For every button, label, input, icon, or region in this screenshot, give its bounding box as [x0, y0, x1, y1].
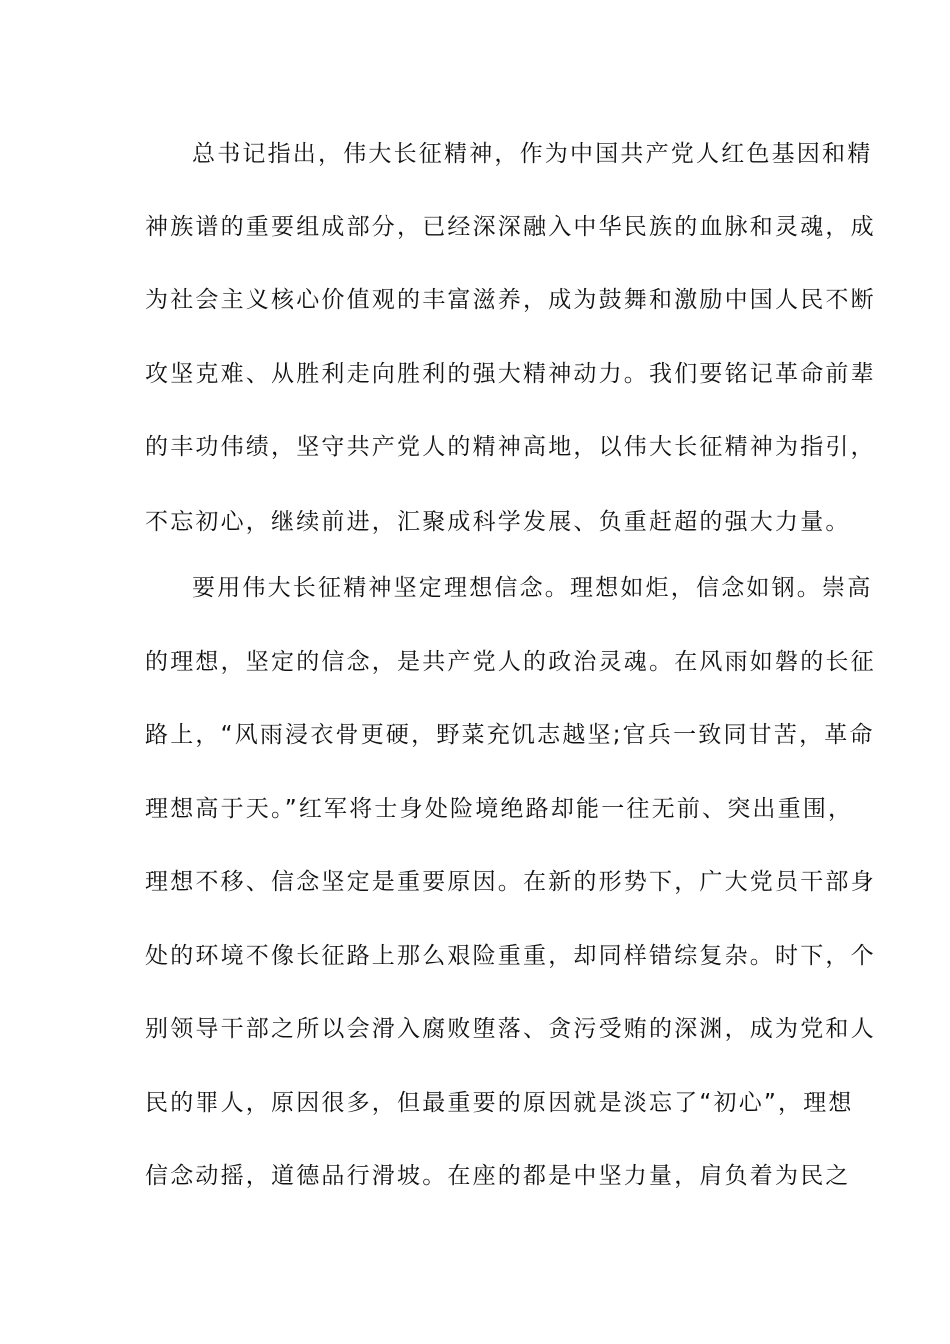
- paragraph-2-line-2: 的理想，坚定的信念，是共产党人的政治灵魂。在风雨如磐的长征: [145, 649, 876, 675]
- paragraph-1-line-4: 攻坚克难、从胜利走向胜利的强大精神动力。我们要铭记革命前辈: [145, 361, 876, 387]
- paragraph-2-line-5: 理想不移、信念坚定是重要原因。在新的形势下，广大党员干部身: [145, 869, 876, 895]
- paragraph-2-line-4: 理想高于天。”红军将士身处险境绝路却能一往无前、突出重围，: [145, 796, 854, 822]
- paragraph-2-line-1: 要用伟大长征精神坚定理想信念。理想如炬，信念如钢。崇高: [192, 575, 873, 601]
- paragraph-2-line-6: 处的环境不像长征路上那么艰险重重，却同样错综复杂。时下，个: [145, 943, 876, 969]
- paragraph-2-line-3: 路上，“风雨浸衣骨更硬，野菜充饥志越坚;官兵一致同甘苦，革命: [145, 722, 875, 748]
- paragraph-1-line-5: 的丰功伟绩，坚守共产党人的精神高地，以伟大长征精神为指引，: [145, 434, 876, 460]
- paragraph-2-line-7: 别领导干部之所以会滑入腐败堕落、贪污受贿的深渊，成为党和人: [145, 1016, 876, 1042]
- paragraph-1-line-2: 神族谱的重要组成部分，已经深深融入中华民族的血脉和灵魂，成: [145, 214, 876, 240]
- paragraph-2-line-8: 民的罪人，原因很多，但最重要的原因就是淡忘了“初心”，理想: [145, 1090, 854, 1116]
- paragraph-1-line-6: 不忘初心，继续前进，汇聚成科学发展、负重赶超的强大力量。: [145, 509, 851, 535]
- paragraph-2-line-9: 信念动摇，道德品行滑坡。在座的都是中坚力量，肩负着为民之: [145, 1163, 851, 1189]
- paragraph-1-line-3: 为社会主义核心价值观的丰富滋养，成为鼓舞和激励中国人民不断: [145, 287, 876, 313]
- paragraph-1-line-1: 总书记指出，伟大长征精神，作为中国共产党人红色基因和精: [192, 141, 873, 167]
